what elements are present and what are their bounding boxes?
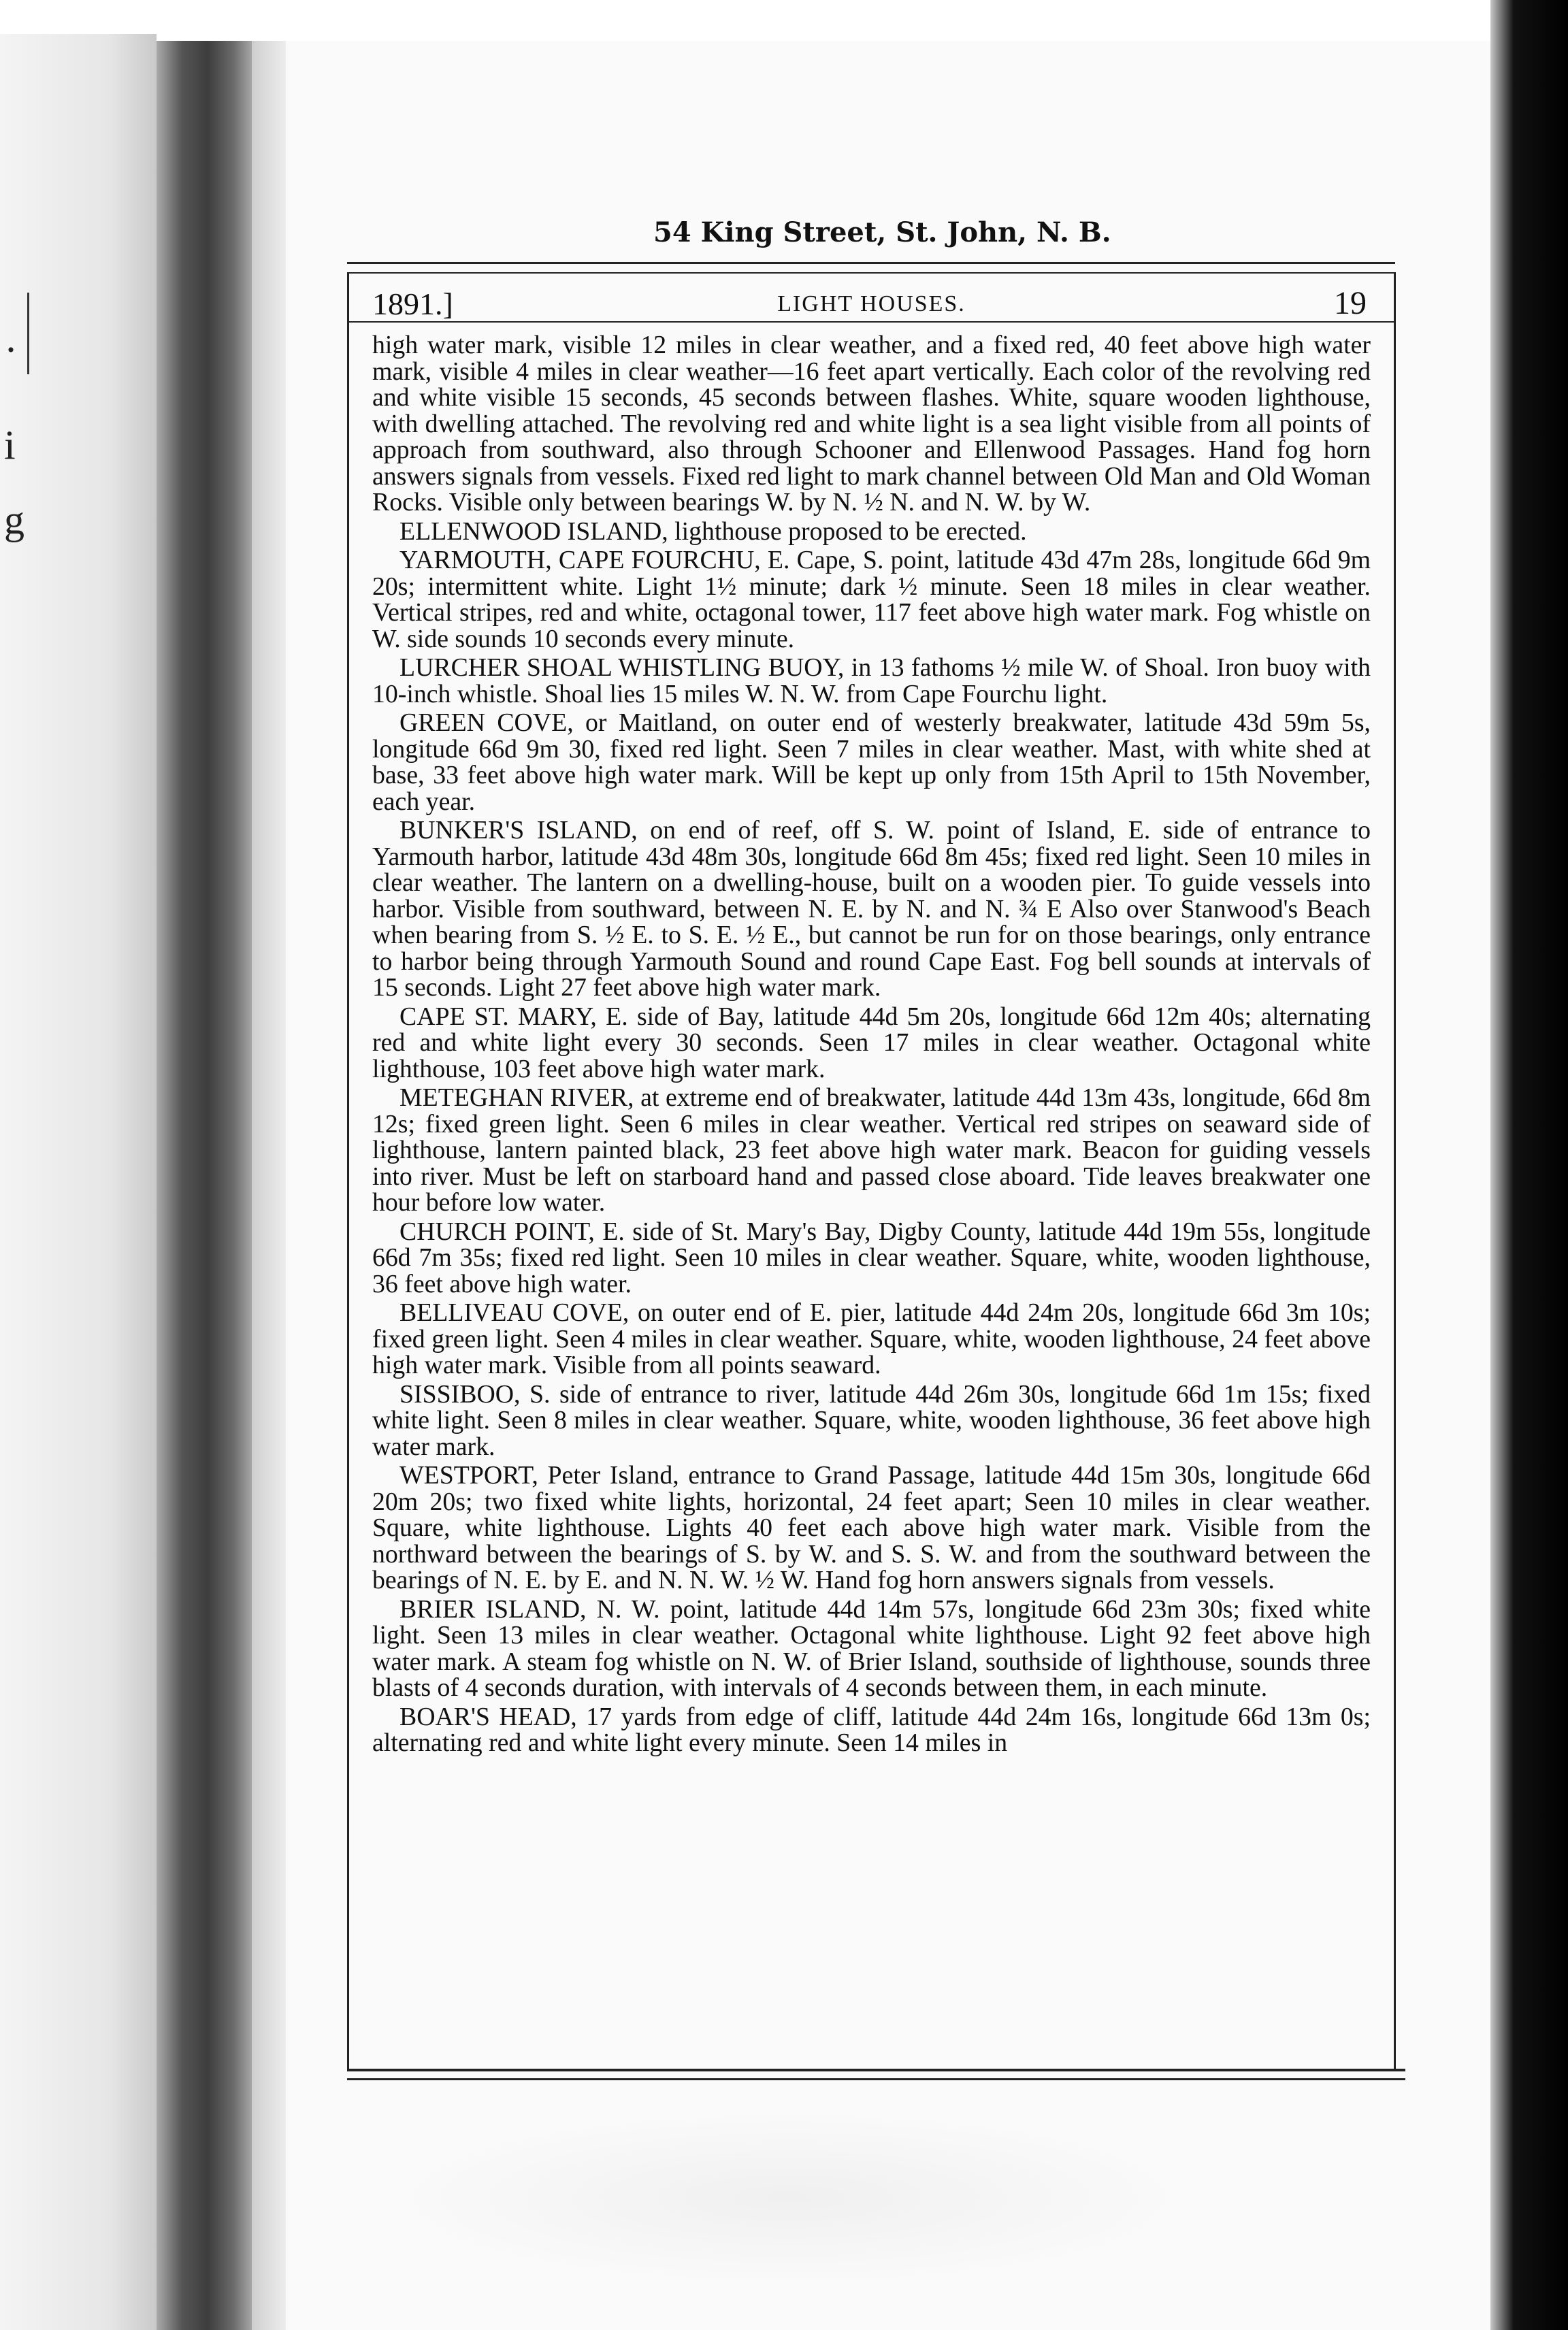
lighthouse-entry	[372, 516, 1371, 546]
header-year: 1891.]	[372, 286, 453, 321]
entry-text: on end of reef, off S. W. point of Island, E. side of entrance to Yarmouth harbor, latitude 43d 48m 30s, longitude 66d 8m 45s; fixed red light. Seen 10 miles in clear weather. The lantern on a dwelling-house, built on a wooden pier. To guide vessels into harbor. Visible from southward, between N. E. by N. and N. ¾ E Also over Stanwood's Beach when bearing from S. ½ E. to S. E. ½ E., but cannot be run for on those bearings, only entrance to harbor being through Yarmouth Sound and round Cape East. Fog bell sounds at intervals of 15 seconds. Light 27 feet above high water mark.	[372, 816, 1371, 1002]
entry-heading: METEGHAN RIVER,	[399, 1083, 634, 1112]
lighthouse-entry	[372, 1462, 1371, 1594]
facing-page-edge	[0, 34, 157, 2330]
entry-heading: GREEN COVE,	[399, 708, 574, 737]
lighthouse-entry	[372, 1219, 1371, 1298]
page-number: 19	[1334, 285, 1367, 321]
entry-heading: BOAR'S HEAD,	[399, 1702, 577, 1731]
entry-heading: SISSIBOO,	[399, 1379, 521, 1409]
lighthouse-entry	[372, 1085, 1371, 1216]
page-header	[349, 283, 1394, 323]
lighthouse-entry	[372, 1596, 1371, 1701]
facing-page-glyph: g	[4, 497, 24, 542]
entry-heading: ELLENWOOD ISLAND,	[399, 516, 668, 546]
lighthouse-entry	[372, 1004, 1371, 1083]
entry-heading: YARMOUTH, CAPE FOURCHU,	[399, 546, 761, 574]
text-frame	[347, 272, 1396, 2070]
lighthouse-entry	[372, 655, 1371, 707]
entry-text: lighthouse proposed to be erected.	[668, 516, 1027, 546]
entry-heading: BELLIVEAU COVE,	[399, 1298, 630, 1327]
entry-text: high water mark, visible 12 miles in clear weather, and a fixed red, 40 feet above high water mark, visible 4 miles in clear weather—16 feet apart vertically. Each color of the revolving red and white visible 15 seconds, 45 seconds between flashes. White, square wooden lighthouse, with dwelling attached. The revolving red and white light is a sea light visible from all points of approach from southward, also through Schooner and Ellenwood Passages. Hand fog horn answers signals from vessels. Fixed red light to mark channel between Old Man and Old Woman Rocks. Visible only between bearings W. by N. ½ N. and N. W. by W.	[372, 331, 1371, 516]
entry-heading: CAPE ST. MARY,	[399, 1002, 597, 1031]
facing-page-glyph: ·	[4, 327, 18, 372]
lighthouse-entry	[372, 1300, 1371, 1379]
book-gutter-shadow	[157, 41, 259, 2330]
lighthouse-entry	[372, 1704, 1371, 1756]
entry-heading: LURCHER SHOAL WHISTLING BUOY,	[399, 653, 845, 682]
entry-text: or Maitland, on outer end of westerly breakwater, latitude 43d 59m 5s, longitude 66d 9m 30, fixed red light. Seen 7 miles in clear weather. Mast, with white shed at base, 33 feet above high water mark. Will be kept up only from 15th April to 15th November, each year.	[372, 708, 1371, 816]
facing-page-glyph: i	[4, 423, 16, 467]
section-title: LIGHT HOUSES.	[777, 291, 966, 316]
entry-text: in 13 fathoms ½ mile W. of Shoal. Iron buoy with 10-inch whistle. Shoal lies 15 miles W. N. W. from Cape Fourchu light.	[372, 653, 1371, 708]
lighthouse-entry	[372, 817, 1371, 1001]
bottom-rule	[347, 2078, 1405, 2080]
top-rule	[347, 262, 1395, 264]
running-head: 54 King Street, St. John, N. B.	[653, 216, 1111, 248]
right-scan-border	[1490, 0, 1568, 2330]
entry-text: E. side of Bay, latitude 44d 5m 20s, longitude 66d 12m 40s; alternating red and white light every 30 seconds. Seen 17 miles in clear weather. Octagonal white lighthouse, 103 feet above high water mark.	[372, 1002, 1371, 1083]
paper-stain	[381, 2110, 1198, 2286]
continued-paragraph	[372, 332, 1371, 516]
entry-text: E. Cape, S. point, latitude 43d 47m 28s, longitude 66d 9m 20s; intermittent white. Light 1½ minute; dark ½ minute. Seen 18 miles in clear weather. Vertical stripes, red and white, octagonal tower, 117 feet above high water mark. Fog whistle on W. side sounds 10 seconds every minute.	[372, 546, 1371, 653]
entry-text: on outer end of E. pier, latitude 44d 24m 20s, longitude 66d 3m 10s; fixed green light. Seen 4 miles in clear weather. Square, white, wooden lighthouse, 24 feet above high water mark. Visible from all points seaward.	[372, 1298, 1371, 1379]
entry-heading: BRIER ISLAND,	[399, 1594, 587, 1624]
text-body	[372, 332, 1371, 1759]
lighthouse-entry	[372, 710, 1371, 815]
entry-text: E. side of St. Mary's Bay, Digby County, latitude 44d 19m 55s, longitude 66d 7m 35s; fixed red light. Seen 10 miles in clear weather. Square, white, wooden lighthouse, 36 feet above high water.	[372, 1217, 1371, 1298]
entry-text: N. W. point, latitude 44d 14m 57s, longitude 66d 23m 30s; fixed white light. Seen 13 miles in clear weather. Octagonal white lighthouse. Light 92 feet above high water mark. A steam fog whistle on N. W. of Brier Island, southside of lighthouse, sounds three blasts of 4 seconds duration, with intervals of 4 seconds between them, in each minute.	[372, 1594, 1371, 1702]
entry-text: 17 yards from edge of cliff, latitude 44d 24m 16s, longitude 66d 13m 0s; alternating red and white light every minute. Seen 14 miles in	[372, 1702, 1371, 1757]
lighthouse-entry	[372, 547, 1371, 652]
entry-text: at extreme end of breakwater, latitude 44d 13m 43s, longitude, 66d 8m 12s; fixed green light. Seen 6 miles in clear weather. Vertical red stripes on seaward side of lighthouse, lantern painted black, 23 feet above high water mark. Beacon for guiding vessels into river. Must be left on starboard hand and passed close aboard. Tide leaves breakwater one hour before low water.	[372, 1083, 1371, 1217]
bottom-rule	[347, 2069, 1405, 2071]
lighthouse-entry	[372, 1381, 1371, 1460]
entry-text: S. side of entrance to river, latitude 44d 26m 30s, longitude 66d 1m 15s; fixed white light. Seen 8 miles in clear weather. Square, white, wooden lighthouse, 36 feet above high water mark.	[372, 1379, 1371, 1461]
entry-heading: CHURCH POINT,	[399, 1217, 595, 1246]
entry-heading: BUNKER'S ISLAND,	[399, 816, 638, 844]
entry-heading: WESTPORT,	[399, 1461, 538, 1490]
entry-text: Peter Island, entrance to Grand Passage, latitude 44d 15m 30s, longitude 66d 20m 20s; two fixed white lights, horizontal, 24 feet apart; Seen 10 miles in clear weather. Square, white lighthouse. Lights 40 feet each above high water mark. Visible from the northward between the bearings of S. by W. and S. S. W. and from the southward between the bearings of N. E. by E. and N. N. W. ½ W. Hand fog horn answers signals from vessels.	[372, 1461, 1371, 1594]
